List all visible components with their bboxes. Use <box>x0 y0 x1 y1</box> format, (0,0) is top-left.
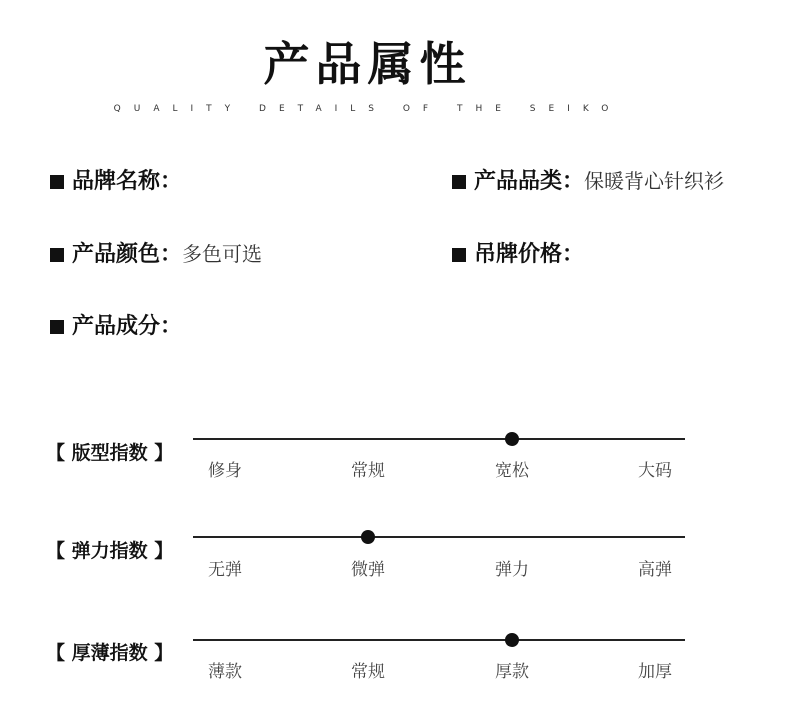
attr-composition <box>50 311 182 341</box>
scale-option: 宽松 <box>495 461 529 481</box>
attr-category <box>452 166 724 196</box>
attr-label: 产品品类： <box>474 169 585 194</box>
scale-option: 修身 <box>208 461 242 481</box>
attr-tag-price <box>452 239 584 269</box>
scale-option: 弹力 <box>495 560 529 580</box>
scale-option: 常规 <box>351 461 385 481</box>
scale-option: 微弹 <box>351 560 385 580</box>
scale-line <box>193 536 685 538</box>
scale-indicator-dot <box>361 530 375 544</box>
scale-indicator-dot <box>505 432 519 446</box>
scale-option: 加厚 <box>638 662 672 682</box>
scale-line <box>193 639 685 641</box>
scale-option: 薄款 <box>208 662 242 682</box>
scale-option: 大码 <box>638 461 672 481</box>
scale-option: 厚款 <box>495 662 529 682</box>
scale-indicator-dot <box>505 633 519 647</box>
scale-label: 【 厚薄指数 】 <box>46 642 174 664</box>
square-bullet-icon <box>50 248 64 262</box>
square-bullet-icon <box>50 320 64 334</box>
page-subtitle: QUALITY DETAILS OF THE SEIKO <box>113 104 622 114</box>
square-bullet-icon <box>50 175 64 189</box>
scale-label: 【 弹力指数 】 <box>46 540 174 562</box>
square-bullet-icon <box>452 175 466 189</box>
scale-option: 常规 <box>351 662 385 682</box>
scale-option: 高弹 <box>638 560 672 580</box>
attr-label: 产品成分： <box>72 314 183 339</box>
scale-label: 【 版型指数 】 <box>46 442 174 464</box>
attr-brand-name <box>50 166 182 196</box>
attr-color <box>50 239 262 269</box>
square-bullet-icon <box>452 248 466 262</box>
attr-label: 品牌名称： <box>72 169 183 194</box>
attr-value: 多色可选 <box>182 242 263 266</box>
scale-line <box>193 438 685 440</box>
attr-label: 产品颜色： <box>72 242 183 267</box>
page-title: 产品属性 <box>263 37 472 91</box>
scale-option: 无弹 <box>208 560 242 580</box>
attr-label: 吊牌价格： <box>474 242 585 267</box>
attr-value: 保暖背心针织衫 <box>584 169 725 193</box>
